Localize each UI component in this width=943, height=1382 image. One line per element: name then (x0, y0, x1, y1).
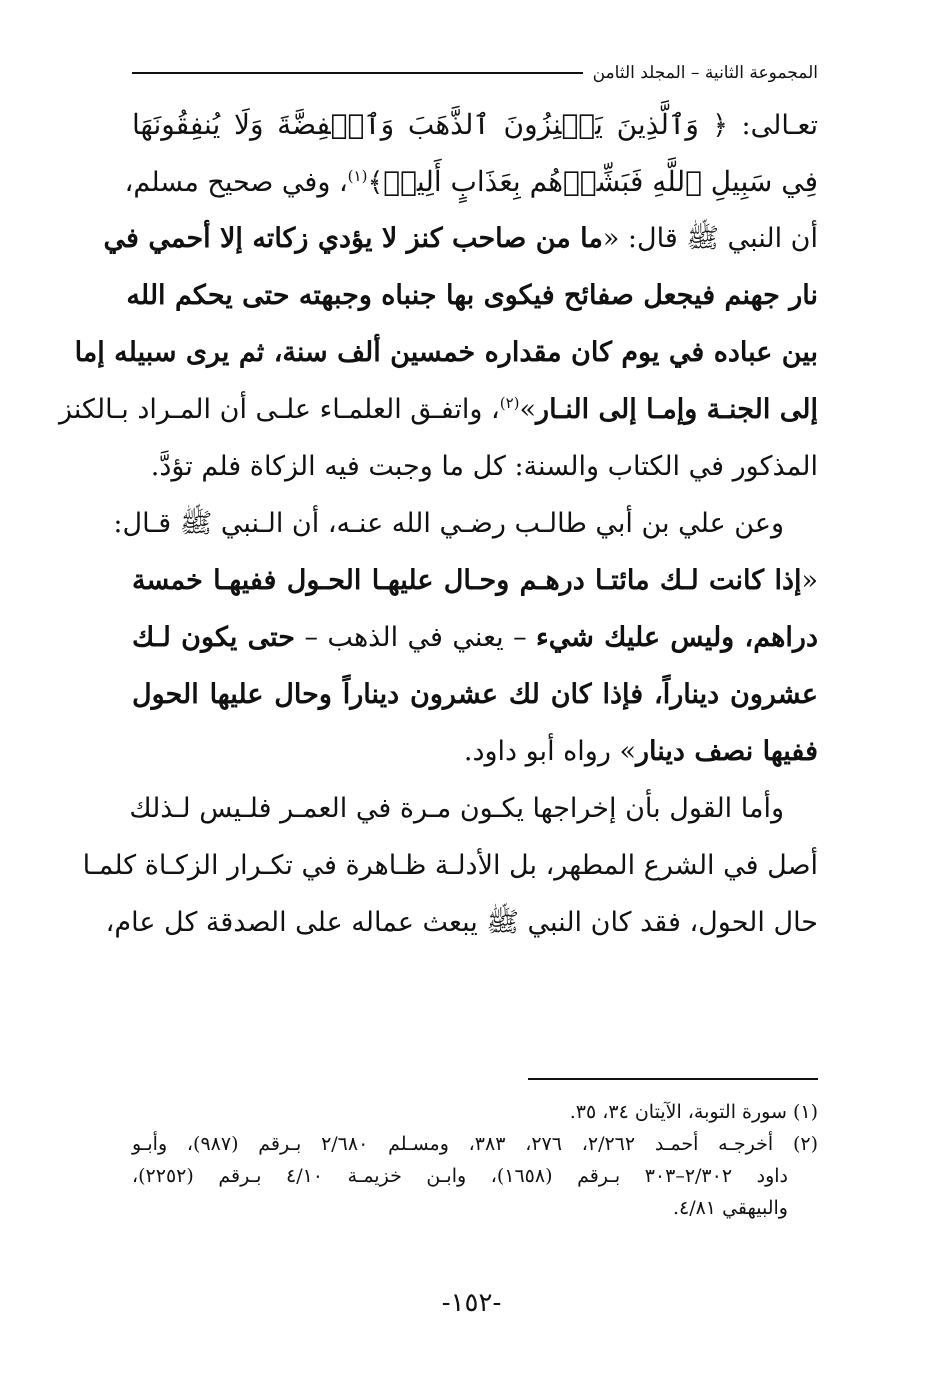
text-line-14: أصل في الشرع المطهر، بل الأدلـة ظـاهرة في تكـرار الزكـاة كلمـا (82, 850, 818, 881)
text-line-11: عشرون ديناراً، فإذا كان لك عشرون ديناراً وحال عليها الحول (132, 679, 818, 710)
text-line-3: أن النبي ﷺ قال: «ما من صاحب كنز لا يؤدي زكاته إلا أحمي في (103, 223, 818, 254)
text-line-4: نار جهنم فيجعل صفائح فيكوى بها جنباه وجبهته حتى يحكم الله (126, 280, 818, 311)
footnote-2-cont: داود ٢/٣٠٢–٣٠٣ بـرقم (١٦٥٨)، وابـن خزيمـة ٤/١٠ بـرقم (٢٢٥٢)، (132, 1165, 788, 1187)
page-number: -١٥٢- (441, 1288, 502, 1318)
text-line-15: حال الحول، فقد كان النبي ﷺ يبعث عماله على الصدقة كل عام، (105, 907, 818, 938)
main-text (58, 96, 818, 951)
footnotes (132, 1096, 818, 1224)
text-line-8: وعن علي بن أبي طالـب رضـي الله عنـه، أن الـنبي ﷺ قـال: (113, 508, 784, 539)
footnote-separator (528, 1078, 818, 1080)
hadith-text: ما من صاحب كنز لا يؤدي زكاته إلا أحمي في (103, 223, 603, 254)
text-line-12: ففيها نصف دينار» رواه أبو داود. (463, 736, 818, 767)
text-line-5: بين عباده في يوم كان مقداره خمسين ألف سنة، ثم يرى سبيله إما (74, 337, 818, 368)
quran-verse: وَٱلَّذِينَ يَكۡنِزُونَ ٱلذَّهَبَ وَٱلۡفِضَّةَ وَلَا يُنفِقُونَهَا (132, 108, 699, 141)
footnote-2: (٢) أخرجـه أحمـد ٢/٢٦٢، ٢٧٦، ٣٨٣، ومسـلم ٢/٦٨٠ بـرقم (٩٨٧)، وأبـو (132, 1133, 819, 1155)
text-line-10: دراهم، وليس عليك شيء – يعني في الذهب – حتى يكون لـك (132, 622, 818, 653)
text-line-9: «إذا كانت لـك مائتـا درهـم وحـال عليهـا الحـول ففيهـا خمسة (132, 565, 818, 596)
text-line-1: تعـالى: ﴿ وَٱلَّذِينَ يَكۡنِزُونَ ٱلذَّهَبَ وَٱلۡفِضَّةَ وَلَا يُنفِقُونَهَا (132, 108, 818, 141)
header-rule (132, 72, 583, 74)
footnote-2-end: والبيهقي ٤/٨١. (672, 1197, 788, 1219)
header-title: المجموعة الثانية – المجلد الثامن (592, 63, 818, 83)
quran-verse-cont: فِي سَبِيلِ ٱللَّهِ فَبَشِّرۡهُم بِعَذَابٍ أَلِيمٖ (383, 165, 818, 198)
text-line-7: المذكور في الكتاب والسنة: كل ما وجبت فيه الزكاة فلم تؤدَّ. (150, 451, 818, 482)
text-line-6: إلى الجنـة وإمـا إلى النـار»$^{(٢)}$، واتفـق العلمـاء علـى أن المـراد بـالكنز (58, 394, 818, 425)
footnote-ref-2[interactable]: (٢) (499, 394, 520, 412)
text-line-13: وأما القول بأن إخراجها يكـون مـرة في العمـر فلـيس لـذلك (129, 793, 784, 824)
footnote-1: (١) سورة التوبة، الآيتان ٣٤، ٣٥. (569, 1101, 818, 1123)
running-header (132, 58, 818, 88)
footnote-ref-1[interactable]: (١) (347, 167, 368, 185)
text-line-2: فِي سَبِيلِ ٱللَّهِ فَبَشِّرۡهُم بِعَذَابٍ أَلِيمٖ﴾$^{(١)}$، وفي صحيح مسلم، (124, 165, 818, 198)
